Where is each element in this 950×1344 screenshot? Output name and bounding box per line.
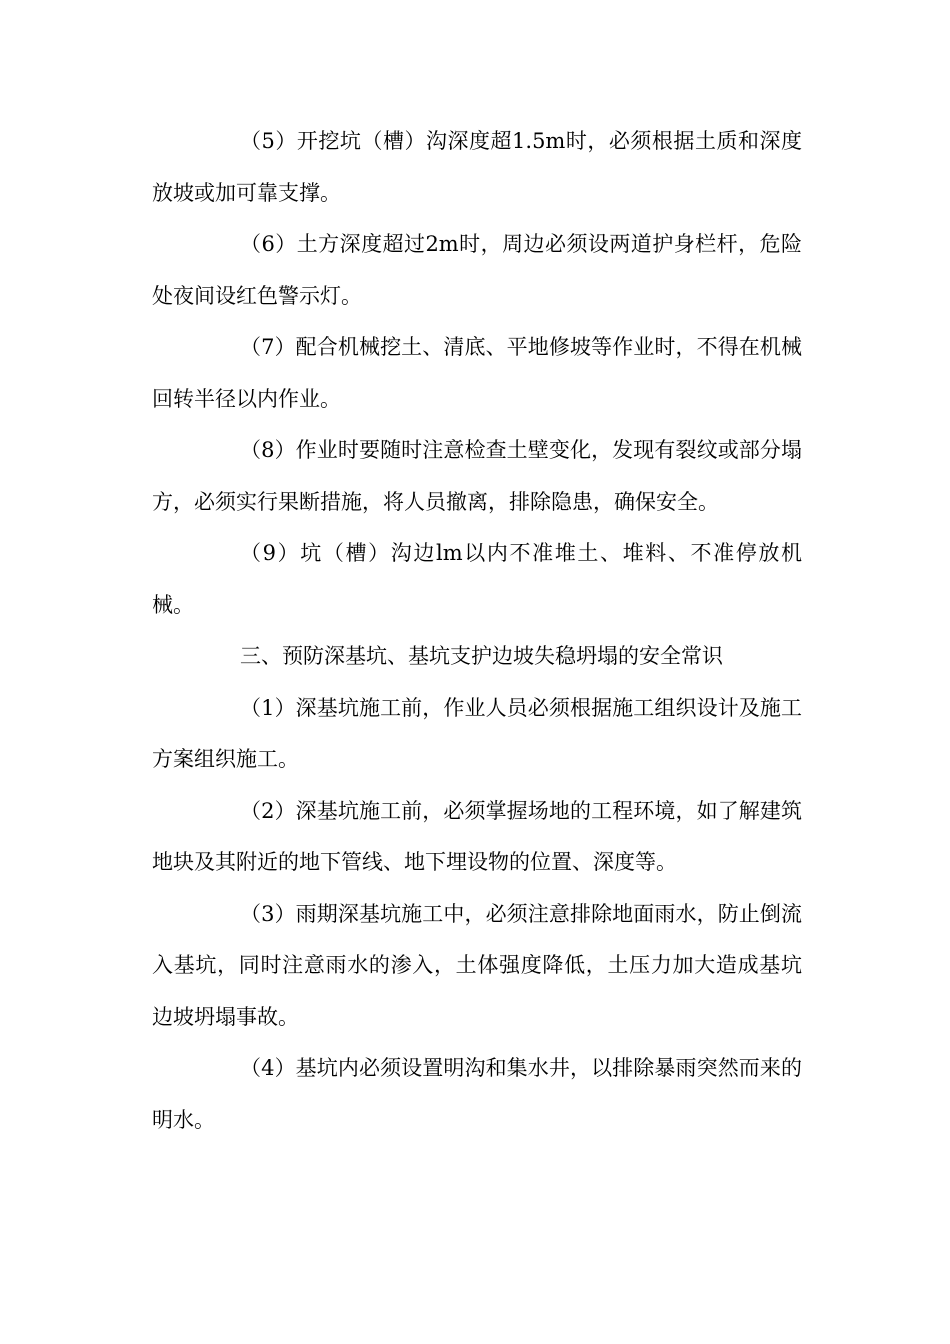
- paragraph-item-9: （9）坑（槽）沟边lm以内不准堆土、堆料、不准停放机械。: [152, 541, 802, 617]
- section-heading-three: 三、预防深基坑、基坑支护边坡失稳坍塌的安全常识: [240, 644, 723, 668]
- paragraph-item-4: （4）基坑内必须设置明沟和集水井，以排除暴雨突然而来的明水。: [152, 1056, 802, 1132]
- paragraph-item-1: （1）深基坑施工前，作业人员必须根据施工组织设计及施工方案组织施工。: [152, 695, 802, 771]
- paragraph-item-8: （8）作业时要随时注意检查土壁变化，发现有裂纹或部分塌方，必须实行果断措施，将人员撤离，排除隐患，确保安全。: [152, 438, 802, 514]
- paragraph-item-3: （3）雨期深基坑施工中，必须注意排除地面雨水，防止倒流入基坑，同时注意雨水的渗入，土体强度降低，土压力加大造成基坑边坡坍塌事故。: [152, 901, 802, 1029]
- paragraph-item-5: （5）开挖坑（槽）沟深度超1.5m时，必须根据土质和深度放坡或加可靠支撑。: [152, 129, 802, 205]
- paragraph-item-6: （6）土方深度超过2m时，周边必须设两道护身栏杆，危险处夜间设红色警示灯。: [152, 232, 802, 308]
- document-body: [152, 116, 802, 1146]
- paragraph-item-7: （7）配合机械挖土、清底、平地修坡等作业时，不得在机械回转半径以内作业。: [152, 335, 802, 411]
- paragraph-item-2: （2）深基坑施工前，必须掌握场地的工程环境，如了解建筑地块及其附近的地下管线、地下埋设物的位置、深度等。: [152, 798, 802, 874]
